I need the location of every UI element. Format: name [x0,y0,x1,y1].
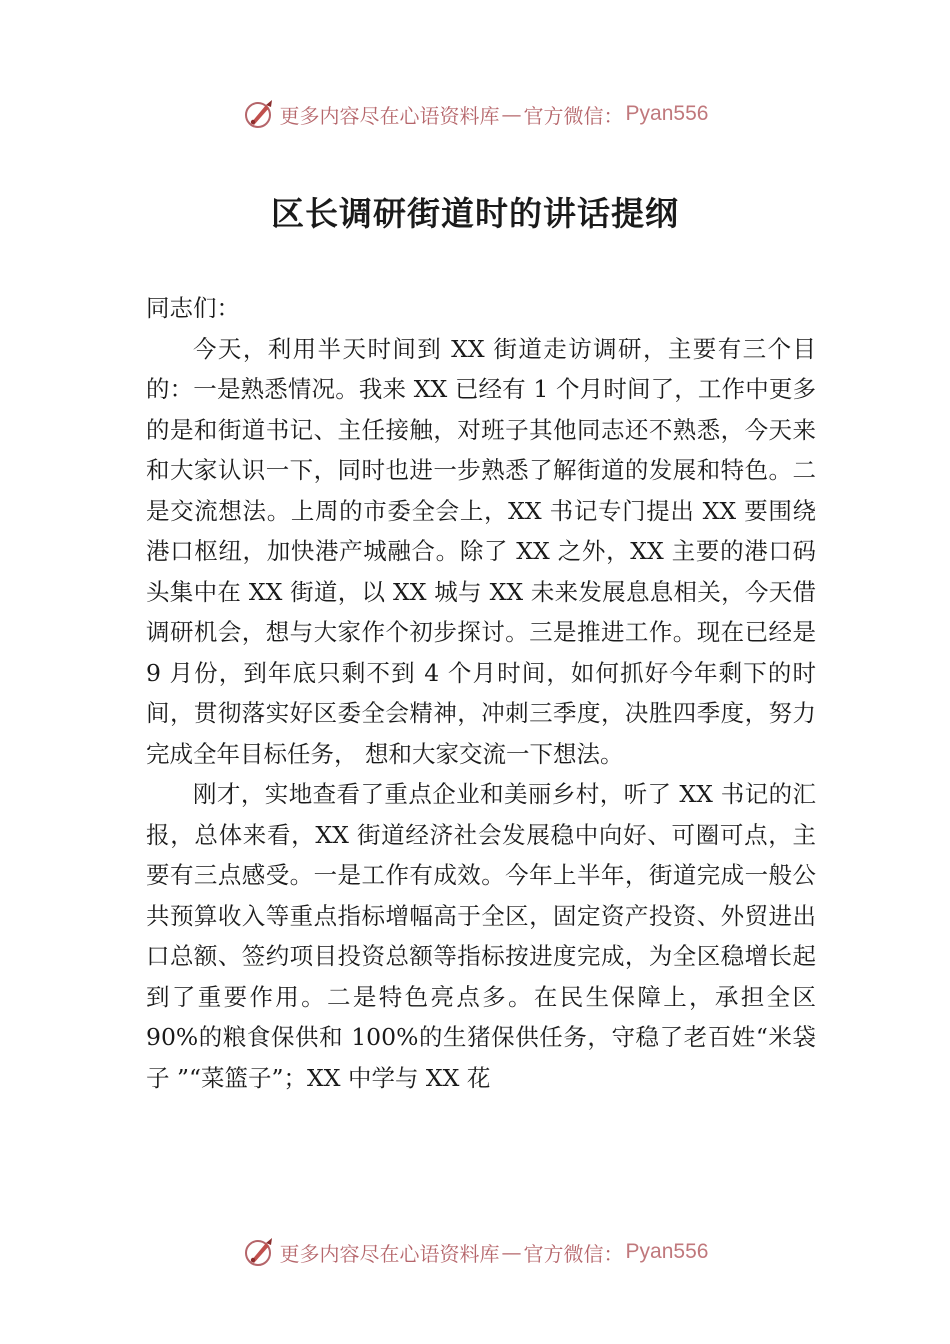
header-banner [0,94,950,134]
salutation: 同志们： [146,294,240,322]
banner-wechat-id: Pyan556 [625,1240,709,1263]
paragraph-2: 刚才，实地查看了重点企业和美丽乡村，听了 XX 书记的汇报，总体来看，XX 街道经济社会发展稳中向好、可圈可点，主要有三点感受。一是工作有成效。今年上半年，街道完成一般公共预算收入等重点指标增幅高于全区，固定资产投资、外贸进出口总额、签约项目投资总额等指标按进度完成，为全区稳增长起到了重要作用。二是特色亮点多。在民生保障上，承担全区 90%的粮食保供和 100%的生猪保供任务，守稳了老百姓“米袋子 ”“菜篮子”；XX 中学与 XX 花 [146,780,816,1092]
banner-wechat-label: 官方微信： [523,103,624,128]
document-body [146,288,816,1098]
banner-separator: — [501,102,522,126]
footer-banner [0,1232,950,1272]
banner-wechat-id: Pyan556 [625,102,709,125]
paragraph-1: 今天，利用半天时间到 XX 街道走访调研，主要有三个目的：一是熟悉情况。我来 XX 已经有 1 个月时间了，工作中更多的是和街道书记、主任接触，对班子其他同志还不熟悉，今天来和大家认识一下，同时也进一步熟悉了解街道的发展和特色。二是交流想法。上周的市委全会上，XX 书记专门提出 XX 要围绕港口枢纽，加快港产城融合。除了 XX 之外，XX 主要的港口码头集中在 XX 街道，以 XX 城与 XX 未来发展息息相关，今天借调研机会，想与大家作个初步探讨。三是推进工作。现在已经是 9 月份，到年底只剩不到 4 个月时间，如何抓好今年剩下的时间，贯彻落实好区委全会精神，冲刺三季度，决胜四季度，努力完成全年目标任务， 想和大家交流一下想法。 [146,334,816,768]
quill-pen-logo-icon [242,1235,276,1269]
quill-pen-logo-icon [242,97,276,131]
banner-wechat-label: 官方微信： [523,1241,624,1266]
banner-separator: — [501,1240,522,1264]
banner-text: 更多内容尽在心语资料库 [279,103,500,128]
document-title: 区长调研街道时的讲话提纲 [271,194,679,233]
banner-text: 更多内容尽在心语资料库 [279,1241,500,1266]
